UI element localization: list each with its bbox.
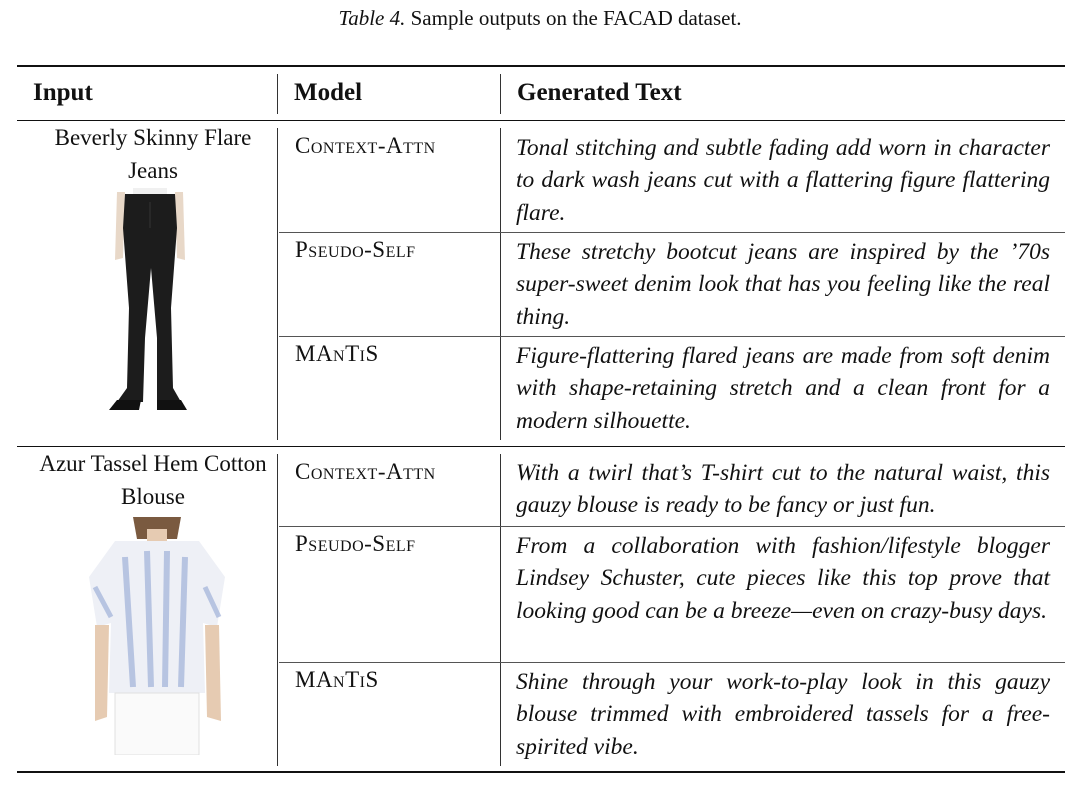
caption-label: Table 4. (338, 6, 406, 30)
generated-text: Tonal stitching and subtle fading add worn in character to dark wash jeans cut with a flattering figure flattering flare. (516, 135, 1050, 226)
cell-separator (279, 526, 1065, 527)
black-flare-jeans-photo (95, 188, 205, 418)
model-name: Context-Attn (295, 459, 436, 484)
model-name: MAnTiS (295, 341, 379, 366)
header-model: Model (294, 79, 363, 106)
column-divider (277, 454, 278, 766)
input-title-blouse: Azur Tassel Hem Cotton Blouse (39, 451, 267, 509)
cell-separator (279, 232, 1065, 233)
cell-separator (279, 336, 1065, 337)
model-name: MAnTiS (295, 667, 379, 692)
column-divider (500, 128, 501, 440)
column-divider (500, 74, 501, 114)
caption-text: Sample outputs on the FACAD dataset. (405, 6, 742, 30)
header-input: Input (33, 79, 93, 106)
generated-text: Figure-flattering flared jeans are made from soft denim with shape-retaining stretch and a clean front for a modern silhouette. (516, 343, 1050, 434)
generated-text: These stretchy bootcut jeans are inspired by the ’70s super-sweet denim look that has you feeling like the real thing. (516, 239, 1050, 330)
model-name: Pseudo-Self (295, 531, 416, 556)
generated-text: Shine through your work-to-play look in this gauzy blouse trimmed with embroidered tassels for a free-spirited vibe. (516, 669, 1050, 760)
column-divider (277, 74, 278, 114)
header-generated-text: Generated Text (517, 79, 682, 106)
model-name: Context-Attn (295, 133, 436, 158)
generated-text: From a collaboration with fashion/lifestyle blogger Lindsey Schuster, cute pieces like this top prove that looking good can be a breeze—even on crazy-busy days. (516, 533, 1050, 624)
model-name: Pseudo-Self (295, 237, 416, 262)
blue-white-blouse-photo (85, 517, 230, 755)
bottom-rule (17, 771, 1065, 773)
column-divider (500, 454, 501, 766)
input-title-jeans: Beverly Skinny Flare Jeans (54, 125, 252, 183)
table-caption (0, 6, 1080, 31)
top-rule (17, 65, 1065, 67)
column-divider (277, 128, 278, 440)
generated-text: With a twirl that’s T-shirt cut to the natural waist, this gauzy blouse is ready to be fancy or just fun. (516, 460, 1050, 519)
cell-separator (279, 662, 1065, 663)
